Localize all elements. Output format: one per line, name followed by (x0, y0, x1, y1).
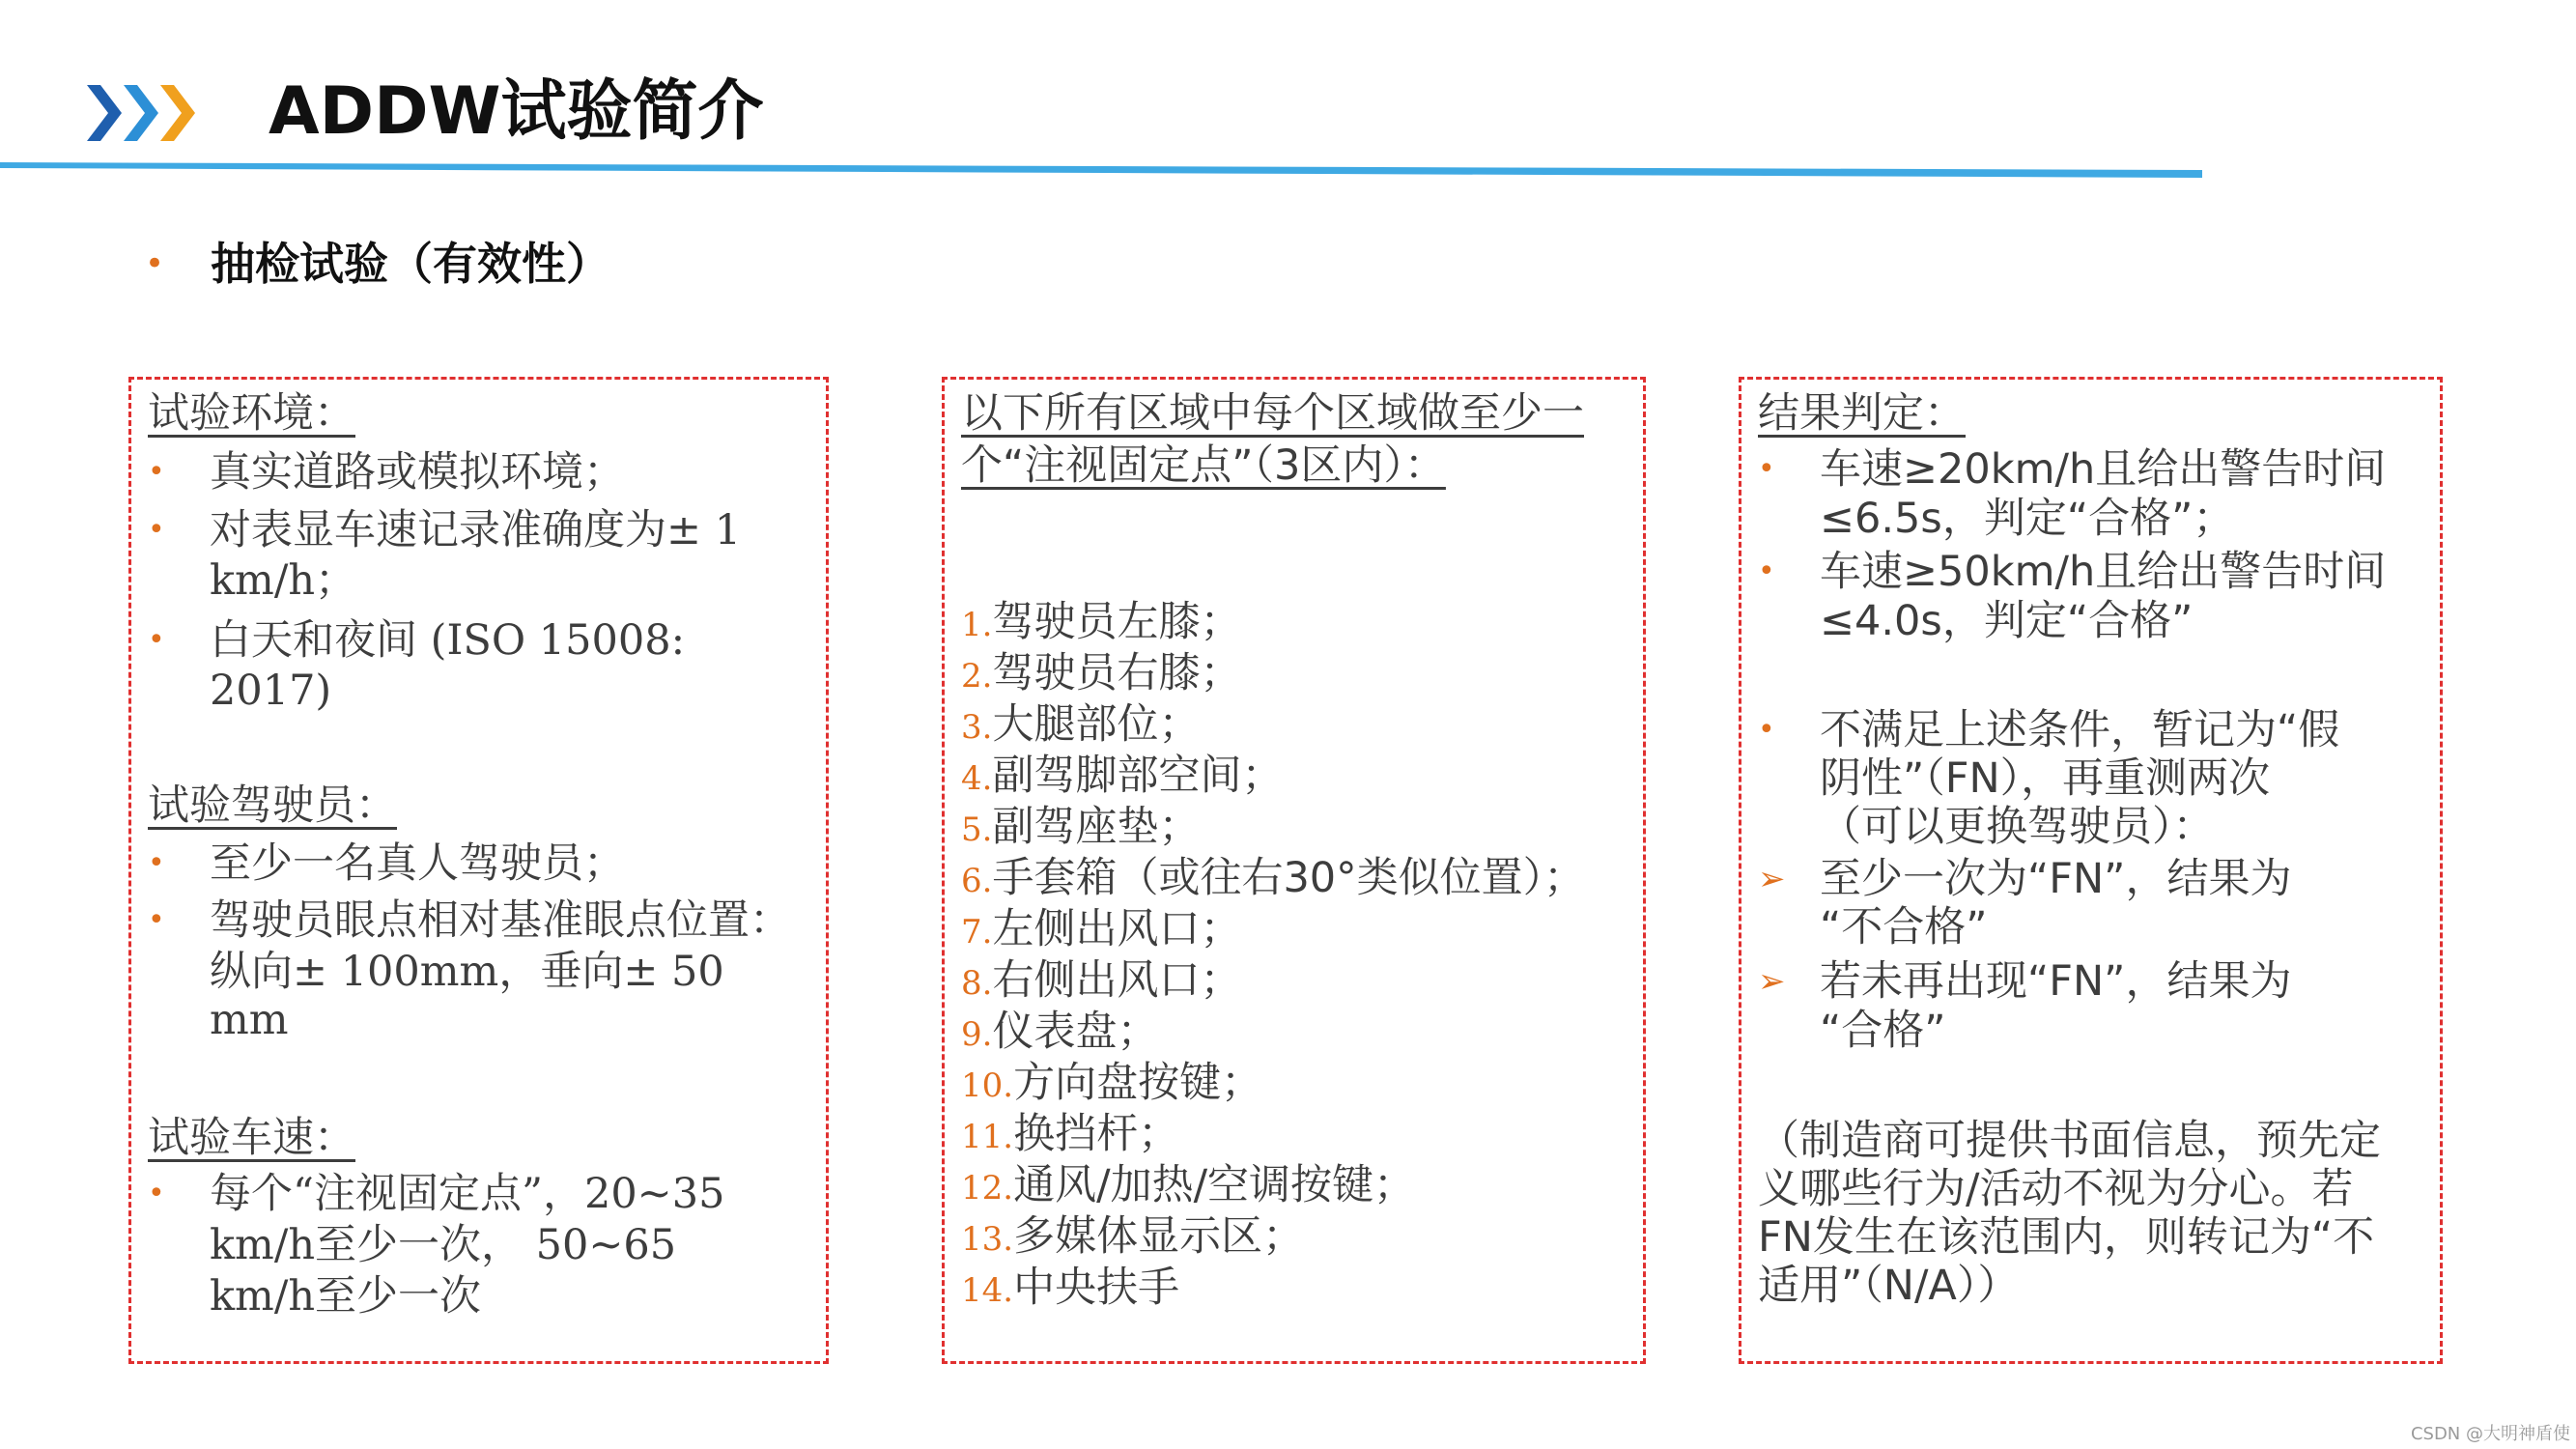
env-item: km/h； (210, 556, 357, 605)
driver-heading: 试验驾驶员： (148, 781, 397, 830)
env-item: 白天和夜间 (ISO 15008: (210, 616, 686, 665)
list-item: 12.通风/加热/空调按键； (961, 1161, 1416, 1209)
result-heading: 结果判定： (1758, 389, 1966, 438)
sub-rule: “合格” (1820, 1007, 1946, 1055)
list-item: 7.左侧出风口； (961, 905, 1242, 953)
env-item: 对表显车速记录准确度为± 1 (210, 506, 742, 554)
bullet-icon: • (1758, 554, 1775, 588)
sub-rule: “不合格” (1820, 903, 1988, 952)
section-title: 抽检试验（有效性） (211, 238, 610, 290)
arrow-bullet-icon: ➢ (1758, 860, 1786, 898)
list-item: 2.驾驶员右膝； (961, 649, 1242, 697)
list-item: 6.手套箱（或往右30°类似位置）； (961, 854, 1586, 902)
list-item: 9.仪表盘； (961, 1008, 1159, 1056)
list-item: 8.右侧出风口； (961, 956, 1242, 1005)
result-rule: （可以更换驾驶员）： (1820, 803, 2215, 851)
list-item: 13.多媒体显示区； (961, 1212, 1305, 1261)
sub-rule: 若未再出现“FN”，结果为 (1820, 957, 2292, 1006)
header-divider (0, 158, 2202, 180)
sub-rule: 至少一次为“FN”，结果为 (1820, 855, 2292, 903)
note-text: FN发生在该范围内，则转记为“不 (1758, 1213, 2375, 1262)
bullet-icon: • (148, 623, 165, 657)
result-rule: 车速≥20km/h且给出警告时间 (1820, 445, 2387, 494)
result-rule: ≤4.0s，判定“合格” (1820, 597, 2194, 645)
list-item: 10.方向盘按键； (961, 1059, 1263, 1107)
driver-item: 纵向± 100mm，垂向± 50 (210, 948, 724, 996)
result-rule: 阴性”（FN），再重测两次 (1820, 754, 2271, 803)
result-rule: ≤6.5s，判定“合格”； (1820, 495, 2235, 543)
speed-heading: 试验车速： (148, 1114, 355, 1162)
speed-item: km/h至少一次 (210, 1272, 482, 1321)
env-item: 真实道路或模拟环境； (210, 448, 625, 497)
note-text: （制造商可提供书面信息，预先定 (1758, 1117, 2381, 1165)
bullet-icon: • (148, 903, 165, 937)
driver-item: 驾驶员眼点相对基准眼点位置： (210, 896, 791, 945)
bullet-icon: • (1758, 452, 1775, 486)
bullet-icon: • (148, 1177, 165, 1210)
watermark-credit: CSDN @大明神盾使 (2410, 1424, 2570, 1444)
bullet-icon: • (148, 513, 165, 547)
speed-item: km/h至少一次， 50~65 (210, 1221, 677, 1269)
list-item: 4.副驾脚部空间； (961, 752, 1284, 800)
list-item: 5.副驾座垫； (961, 803, 1201, 851)
driver-item: 至少一名真人驾驶员； (210, 839, 625, 888)
list-item: 3.大腿部位； (961, 700, 1201, 749)
list-item: 11.换挡杆； (961, 1110, 1180, 1158)
arrow-bullet-icon: ➢ (1758, 962, 1786, 1001)
list-item: 1.驾驶员左膝； (961, 598, 1242, 646)
page-title: ADDW试验简介 (269, 73, 764, 150)
note-text: 适用”（N/A）） (1758, 1262, 2020, 1310)
result-rule: 不满足上述条件，暂记为“假 (1820, 706, 2340, 754)
gaze-heading-line2: 个“注视固定点”（3区内）： (961, 441, 1446, 490)
gaze-heading-line1: 以下所有区域中每个区域做至少一 (961, 389, 1584, 438)
chevron-arrows-icon (87, 79, 212, 147)
list-item: 14.中央扶手 (961, 1264, 1180, 1312)
note-text: 义哪些行为/活动不视为分心。若 (1758, 1165, 2354, 1213)
speed-item: 每个“注视固定点”，20~35 (210, 1170, 725, 1218)
driver-item: mm (210, 996, 289, 1044)
bullet-icon: • (148, 846, 165, 880)
section-bullet: • (145, 244, 165, 283)
bullet-icon: • (148, 455, 165, 489)
env-heading: 试验环境： (148, 389, 355, 438)
env-item: 2017) (210, 667, 332, 715)
bullet-icon: • (1758, 713, 1775, 747)
result-rule: 车速≥50km/h且给出警告时间 (1820, 548, 2387, 596)
